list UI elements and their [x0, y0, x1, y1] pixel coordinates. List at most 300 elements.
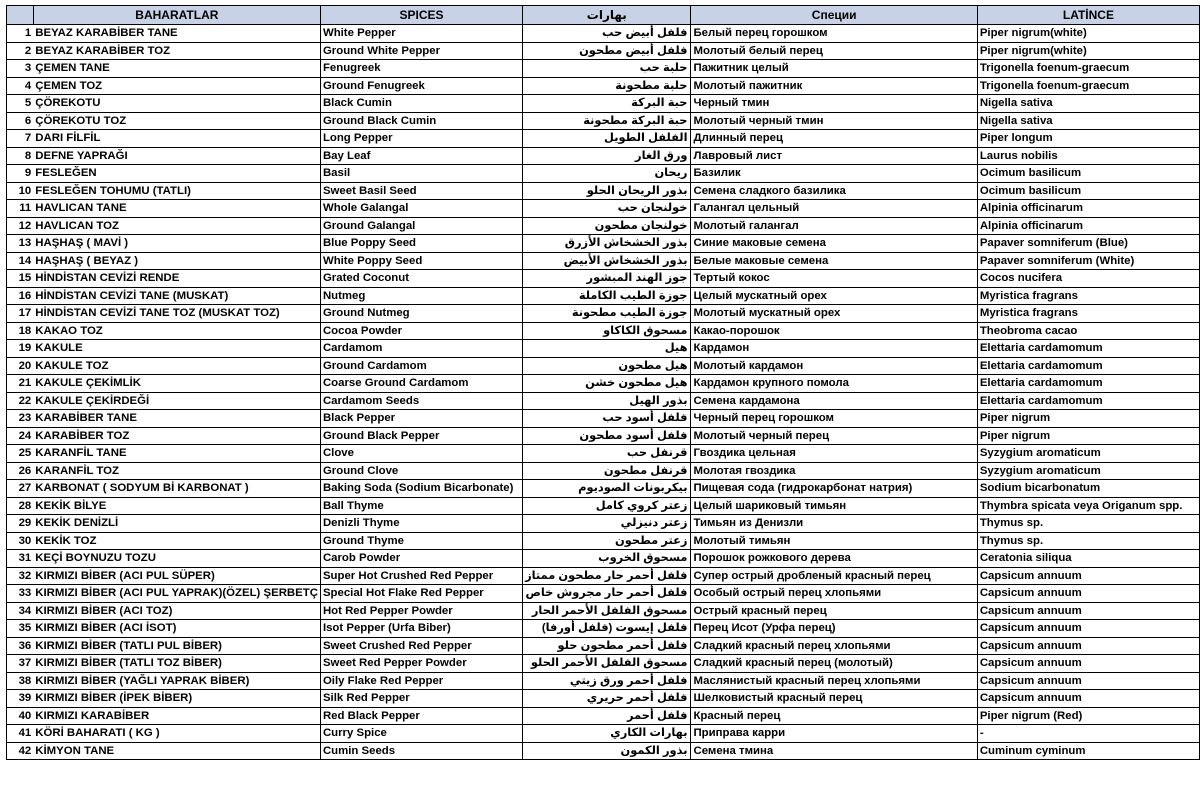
turkish-name: KARABİBER TANE [33, 410, 320, 428]
turkish-name: ÇÖREKOTU [33, 95, 320, 113]
turkish-name: KAKULE ÇEKİRDEĞİ [33, 392, 320, 410]
arabic-name: هيل مطحون [523, 357, 691, 375]
row-number: 42 [7, 742, 34, 760]
turkish-name: KARBONAT ( SODYUM Bİ KARBONAT ) [33, 480, 320, 498]
latin-name: Trigonella foenum-graecum [977, 60, 1199, 78]
arabic-name: فلفل أحمر [523, 707, 691, 725]
russian-name: Молотый галангал [691, 217, 977, 235]
header-latin: LATİNCE [977, 6, 1199, 25]
english-name: Bay Leaf [320, 147, 522, 165]
arabic-name: هيل مطحون خشن [523, 375, 691, 393]
row-number: 9 [7, 165, 34, 183]
latin-name: Ocimum basilicum [977, 182, 1199, 200]
table-row [7, 567, 1200, 585]
arabic-name: زعتر مطحون [523, 532, 691, 550]
row-number: 23 [7, 410, 34, 428]
table-row [7, 217, 1200, 235]
russian-name: Черный перец горошком [691, 410, 977, 428]
table-row [7, 357, 1200, 375]
latin-name: Piper nigrum(white) [977, 25, 1199, 43]
russian-name: Тимьян из Денизли [691, 515, 977, 533]
english-name: Baking Soda (Sodium Bicarbonate) [320, 480, 522, 498]
arabic-name: بهارات الكاري [523, 725, 691, 743]
russian-name: Молотый белый перец [691, 42, 977, 60]
english-name: Hot Red Pepper Powder [320, 602, 522, 620]
row-number: 6 [7, 112, 34, 130]
latin-name: Trigonella foenum-graecum [977, 77, 1199, 95]
russian-name: Черный тмин [691, 95, 977, 113]
latin-name: Alpinia officinarum [977, 200, 1199, 218]
latin-name: Papaver somniferum (Blue) [977, 235, 1199, 253]
latin-name: - [977, 725, 1199, 743]
russian-name: Семена сладкого базилика [691, 182, 977, 200]
english-name: Ground Black Cumin [320, 112, 522, 130]
turkish-name: KAKAO TOZ [33, 322, 320, 340]
turkish-name: HİNDİSTAN CEVİZİ TANE TOZ (MUSKAT TOZ) [33, 305, 320, 323]
turkish-name: KEKİK TOZ [33, 532, 320, 550]
latin-name: Nigella sativa [977, 95, 1199, 113]
english-name: Sweet Basil Seed [320, 182, 522, 200]
arabic-name: قرنفل حب [523, 445, 691, 463]
table-row [7, 620, 1200, 638]
arabic-name: فلفل أحمر حار مجروش خاص [523, 585, 691, 603]
row-number: 28 [7, 497, 34, 515]
table-row [7, 427, 1200, 445]
arabic-name: حبة البركة [523, 95, 691, 113]
table-row [7, 672, 1200, 690]
russian-name: Тертый кокос [691, 270, 977, 288]
latin-name: Thymus sp. [977, 515, 1199, 533]
latin-name: Capsicum annuum [977, 637, 1199, 655]
english-name: Grated Coconut [320, 270, 522, 288]
table-row [7, 270, 1200, 288]
row-number: 29 [7, 515, 34, 533]
turkish-name: KARANFİL TOZ [33, 462, 320, 480]
english-name: Red Black Pepper [320, 707, 522, 725]
russian-name: Целый шариковый тимьян [691, 497, 977, 515]
arabic-name: بذور الخشخاش الأبيض [523, 252, 691, 270]
russian-name: Приправа карри [691, 725, 977, 743]
row-number: 32 [7, 567, 34, 585]
english-name: Ground Black Pepper [320, 427, 522, 445]
table-row [7, 515, 1200, 533]
latin-name: Elettaria cardamomum [977, 357, 1199, 375]
english-name: Denizli Thyme [320, 515, 522, 533]
russian-name: Длинный перец [691, 130, 977, 148]
arabic-name: بذور الريحان الحلو [523, 182, 691, 200]
arabic-name: فلفل أسود مطحون [523, 427, 691, 445]
latin-name: Myristica fragrans [977, 287, 1199, 305]
row-number: 38 [7, 672, 34, 690]
turkish-name: KAKULE ÇEKİMLİK [33, 375, 320, 393]
turkish-name: KIRMIZI BİBER (ACI İSOT) [33, 620, 320, 638]
table-row [7, 462, 1200, 480]
english-name: Fenugreek [320, 60, 522, 78]
row-number: 40 [7, 707, 34, 725]
turkish-name: ÇEMEN TOZ [33, 77, 320, 95]
russian-name: Молотый кардамон [691, 357, 977, 375]
arabic-name: خولنجان مطحون [523, 217, 691, 235]
row-number: 36 [7, 637, 34, 655]
arabic-name: فلفل أحمر حار مطحون ممتاز [523, 567, 691, 585]
turkish-name: HİNDİSTAN CEVİZİ TANE (MUSKAT) [33, 287, 320, 305]
arabic-name: مسحوق الفلفل الأحمر الحار [523, 602, 691, 620]
arabic-name: هيل [523, 340, 691, 358]
arabic-name: مسحوق الكاكاو [523, 322, 691, 340]
turkish-name: KIRMIZI BİBER (ACI TOZ) [33, 602, 320, 620]
latin-name: Syzygium aromaticum [977, 445, 1199, 463]
header-arabic: بهارات [523, 6, 691, 25]
arabic-name: الفلفل الطويل [523, 130, 691, 148]
row-number: 4 [7, 77, 34, 95]
latin-name: Piper nigrum(white) [977, 42, 1199, 60]
english-name: Special Hot Flake Red Pepper [320, 585, 522, 603]
english-name: Ground White Pepper [320, 42, 522, 60]
russian-name: Сладкий красный перец хлопьями [691, 637, 977, 655]
row-number: 14 [7, 252, 34, 270]
russian-name: Белый перец горошком [691, 25, 977, 43]
arabic-name: حلبة حب [523, 60, 691, 78]
arabic-name: جوزة الطيب الكاملة [523, 287, 691, 305]
row-number: 39 [7, 690, 34, 708]
latin-name: Capsicum annuum [977, 672, 1199, 690]
row-number: 27 [7, 480, 34, 498]
turkish-name: KARANFİL TANE [33, 445, 320, 463]
arabic-name: فلفل أسود حب [523, 410, 691, 428]
russian-name: Кардамон крупного помола [691, 375, 977, 393]
arabic-name: قرنفل مطحون [523, 462, 691, 480]
table-row [7, 322, 1200, 340]
english-name: Oily Flake Red Pepper [320, 672, 522, 690]
russian-name: Маслянистый красный перец хлопьями [691, 672, 977, 690]
arabic-name: خولنجان حب [523, 200, 691, 218]
russian-name: Особый острый перец хлопьями [691, 585, 977, 603]
turkish-name: HAŞHAŞ ( MAVİ ) [33, 235, 320, 253]
english-name: White Poppy Seed [320, 252, 522, 270]
russian-name: Супер острый дробленый красный перец [691, 567, 977, 585]
table-row [7, 165, 1200, 183]
row-number: 11 [7, 200, 34, 218]
russian-name: Семена кардамона [691, 392, 977, 410]
latin-name: Nigella sativa [977, 112, 1199, 130]
latin-name: Capsicum annuum [977, 585, 1199, 603]
english-name: Nutmeg [320, 287, 522, 305]
turkish-name: FESLEĞEN [33, 165, 320, 183]
table-row [7, 532, 1200, 550]
english-name: Ball Thyme [320, 497, 522, 515]
russian-name: Красный перец [691, 707, 977, 725]
turkish-name: KIRMIZI BİBER (YAĞLI YAPRAK BİBER) [33, 672, 320, 690]
row-number: 2 [7, 42, 34, 60]
table-row [7, 550, 1200, 568]
row-number: 26 [7, 462, 34, 480]
english-name: Curry Spice [320, 725, 522, 743]
english-name: Cumin Seeds [320, 742, 522, 760]
english-name: Cocoa Powder [320, 322, 522, 340]
english-name: Ground Galangal [320, 217, 522, 235]
russian-name: Пажитник целый [691, 60, 977, 78]
russian-name: Белые маковые семена [691, 252, 977, 270]
latin-name: Piper nigrum [977, 410, 1199, 428]
latin-name: Piper nigrum [977, 427, 1199, 445]
english-name: Blue Poppy Seed [320, 235, 522, 253]
russian-name: Молотый мускатный орех [691, 305, 977, 323]
row-number: 12 [7, 217, 34, 235]
russian-name: Лавровый лист [691, 147, 977, 165]
turkish-name: KEÇİ BOYNUZU TOZU [33, 550, 320, 568]
english-name: Ground Cardamom [320, 357, 522, 375]
russian-name: Порошок рожкового дерева [691, 550, 977, 568]
english-name: Cardamom [320, 340, 522, 358]
arabic-name: مسحوق الفلفل الأحمر الحلو [523, 655, 691, 673]
english-name: White Pepper [320, 25, 522, 43]
english-name: Sweet Crushed Red Pepper [320, 637, 522, 655]
turkish-name: KARABİBER TOZ [33, 427, 320, 445]
table-row [7, 725, 1200, 743]
latin-name: Sodium bicarbonatum [977, 480, 1199, 498]
table-row [7, 252, 1200, 270]
russian-name: Сладкий красный перец (молотый) [691, 655, 977, 673]
arabic-name: بذور الخشخاش الأزرق [523, 235, 691, 253]
turkish-name: KEKİK BİLYE [33, 497, 320, 515]
table-row [7, 602, 1200, 620]
turkish-name: HİNDİSTAN CEVİZİ RENDE [33, 270, 320, 288]
row-number: 21 [7, 375, 34, 393]
turkish-name: KÖRİ BAHARATI ( KG ) [33, 725, 320, 743]
arabic-name: فلفل إيسوت (فلفل أورفا) [523, 620, 691, 638]
table-row [7, 95, 1200, 113]
english-name: Ground Thyme [320, 532, 522, 550]
russian-name: Шелковистый красный перец [691, 690, 977, 708]
latin-name: Elettaria cardamomum [977, 392, 1199, 410]
table-row [7, 637, 1200, 655]
russian-name: Кардамон [691, 340, 977, 358]
english-name: Clove [320, 445, 522, 463]
arabic-name: بذور الكمون [523, 742, 691, 760]
spice-table-sheet [6, 5, 1200, 760]
row-number: 24 [7, 427, 34, 445]
row-number: 22 [7, 392, 34, 410]
russian-name: Молотая гвоздика [691, 462, 977, 480]
arabic-name: بذور الهيل [523, 392, 691, 410]
table-row [7, 60, 1200, 78]
arabic-name: حلبة مطحونة [523, 77, 691, 95]
table-row [7, 655, 1200, 673]
row-number: 20 [7, 357, 34, 375]
english-name: Basil [320, 165, 522, 183]
english-name: Super Hot Crushed Red Pepper [320, 567, 522, 585]
row-number: 41 [7, 725, 34, 743]
table-row [7, 375, 1200, 393]
latin-name: Capsicum annuum [977, 620, 1199, 638]
row-number: 35 [7, 620, 34, 638]
table-row [7, 340, 1200, 358]
arabic-name: ورق الغار [523, 147, 691, 165]
table-row [7, 130, 1200, 148]
row-number: 8 [7, 147, 34, 165]
table-row [7, 742, 1200, 760]
latin-name: Syzygium aromaticum [977, 462, 1199, 480]
latin-name: Capsicum annuum [977, 602, 1199, 620]
turkish-name: KIRMIZI BİBER (ACI PUL YAPRAK)(ÖZEL) ŞERBETÇ [33, 585, 320, 603]
english-name: Sweet Red Pepper Powder [320, 655, 522, 673]
english-name: Black Cumin [320, 95, 522, 113]
latin-name: Capsicum annuum [977, 655, 1199, 673]
row-number: 34 [7, 602, 34, 620]
russian-name: Молотый пажитник [691, 77, 977, 95]
latin-name: Thymus sp. [977, 532, 1199, 550]
header-baharatlar: BAHARATLAR [33, 6, 320, 25]
row-number: 1 [7, 25, 34, 43]
russian-name: Гвоздика цельная [691, 445, 977, 463]
table-row [7, 480, 1200, 498]
latin-name: Piper longum [977, 130, 1199, 148]
arabic-name: فلفل أحمر مطحون حلو [523, 637, 691, 655]
english-name: Cardamom Seeds [320, 392, 522, 410]
russian-name: Перец Исот (Урфа перец) [691, 620, 977, 638]
table-row [7, 392, 1200, 410]
row-number: 15 [7, 270, 34, 288]
russian-name: Молотый тимьян [691, 532, 977, 550]
row-number: 17 [7, 305, 34, 323]
latin-name: Piper nigrum (Red) [977, 707, 1199, 725]
latin-name: Ocimum basilicum [977, 165, 1199, 183]
turkish-name: DARI FİLFİL [33, 130, 320, 148]
latin-name: Theobroma cacao [977, 322, 1199, 340]
russian-name: Синие маковые семена [691, 235, 977, 253]
table-row [7, 25, 1200, 43]
row-number: 7 [7, 130, 34, 148]
arabic-name: بيكربونات الصوديوم [523, 480, 691, 498]
arabic-name: فلفل أبيض مطحون [523, 42, 691, 60]
latin-name: Alpinia officinarum [977, 217, 1199, 235]
turkish-name: KAKULE TOZ [33, 357, 320, 375]
table-row [7, 445, 1200, 463]
turkish-name: KAKULE [33, 340, 320, 358]
header-row [7, 6, 1200, 25]
russian-name: Молотый черный тмин [691, 112, 977, 130]
russian-name: Острый красный перец [691, 602, 977, 620]
english-name: Long Pepper [320, 130, 522, 148]
russian-name: Какао-порошок [691, 322, 977, 340]
row-number: 10 [7, 182, 34, 200]
table-row [7, 287, 1200, 305]
latin-name: Capsicum annuum [977, 690, 1199, 708]
table-row [7, 112, 1200, 130]
row-number: 5 [7, 95, 34, 113]
latin-name: Laurus nobilis [977, 147, 1199, 165]
turkish-name: KIRMIZI BİBER (TATLI TOZ BİBER) [33, 655, 320, 673]
arabic-name: جوزة الطيب مطحونة [523, 305, 691, 323]
arabic-name: ريحان [523, 165, 691, 183]
turkish-name: KIRMIZI BİBER (İPEK BİBER) [33, 690, 320, 708]
row-number: 31 [7, 550, 34, 568]
english-name: Silk Red Pepper [320, 690, 522, 708]
turkish-name: DEFNE YAPRAĞI [33, 147, 320, 165]
latin-name: Cocos nucifera [977, 270, 1199, 288]
english-name: Ground Nutmeg [320, 305, 522, 323]
english-name: Coarse Ground Cardamom [320, 375, 522, 393]
table-row [7, 497, 1200, 515]
spice-table [6, 5, 1200, 760]
latin-name: Papaver somniferum (White) [977, 252, 1199, 270]
table-row [7, 77, 1200, 95]
table-row [7, 707, 1200, 725]
row-number: 19 [7, 340, 34, 358]
table-row [7, 690, 1200, 708]
russian-name: Целый мускатный орех [691, 287, 977, 305]
row-number: 3 [7, 60, 34, 78]
table-row [7, 147, 1200, 165]
russian-name: Семена тмина [691, 742, 977, 760]
arabic-name: فلفل أحمر ورق زيتي [523, 672, 691, 690]
latin-name: Cuminum cyminum [977, 742, 1199, 760]
turkish-name: HAVLICAN TOZ [33, 217, 320, 235]
turkish-name: HAŞHAŞ ( BEYAZ ) [33, 252, 320, 270]
latin-name: Elettaria cardamomum [977, 375, 1199, 393]
table-row [7, 585, 1200, 603]
english-name: Ground Clove [320, 462, 522, 480]
table-row [7, 305, 1200, 323]
arabic-name: حبة البركة مطحونة [523, 112, 691, 130]
turkish-name: ÇÖREKOTU TOZ [33, 112, 320, 130]
arabic-name: فلفل أبيض حب [523, 25, 691, 43]
table-body [7, 25, 1200, 760]
russian-name: Пищевая сода (гидрокарбонат натрия) [691, 480, 977, 498]
latin-name: Ceratonia siliqua [977, 550, 1199, 568]
row-number: 30 [7, 532, 34, 550]
row-number: 25 [7, 445, 34, 463]
table-row [7, 235, 1200, 253]
table-row [7, 42, 1200, 60]
turkish-name: KİMYON TANE [33, 742, 320, 760]
turkish-name: ÇEMEN TANE [33, 60, 320, 78]
russian-name: Базилик [691, 165, 977, 183]
row-number: 37 [7, 655, 34, 673]
header-spices: SPICES [320, 6, 522, 25]
latin-name: Elettaria cardamomum [977, 340, 1199, 358]
turkish-name: BEYAZ KARABİBER TANE [33, 25, 320, 43]
english-name: Carob Powder [320, 550, 522, 568]
english-name: Isot Pepper (Urfa Biber) [320, 620, 522, 638]
english-name: Ground Fenugreek [320, 77, 522, 95]
latin-name: Myristica fragrans [977, 305, 1199, 323]
header-number [7, 6, 34, 25]
table-row [7, 200, 1200, 218]
arabic-name: زعتر كروي كامل [523, 497, 691, 515]
arabic-name: زعتر دنيزلي [523, 515, 691, 533]
turkish-name: HAVLICAN TANE [33, 200, 320, 218]
turkish-name: KEKİK DENİZLİ [33, 515, 320, 533]
arabic-name: مسحوق الخروب [523, 550, 691, 568]
row-number: 16 [7, 287, 34, 305]
table-row [7, 410, 1200, 428]
english-name: Black Pepper [320, 410, 522, 428]
row-number: 18 [7, 322, 34, 340]
arabic-name: جوز الهند المبشور [523, 270, 691, 288]
latin-name: Thymbra spicata veya Origanum spp. [977, 497, 1199, 515]
row-number: 13 [7, 235, 34, 253]
row-number: 33 [7, 585, 34, 603]
arabic-name: فلفل أحمر حريري [523, 690, 691, 708]
turkish-name: BEYAZ KARABİBER TOZ [33, 42, 320, 60]
russian-name: Молотый черный перец [691, 427, 977, 445]
header-russian: Специи [691, 6, 977, 25]
turkish-name: KIRMIZI BİBER (ACI PUL SÜPER) [33, 567, 320, 585]
turkish-name: KIRMIZI KARABİBER [33, 707, 320, 725]
latin-name: Capsicum annuum [977, 567, 1199, 585]
russian-name: Галангал цельный [691, 200, 977, 218]
